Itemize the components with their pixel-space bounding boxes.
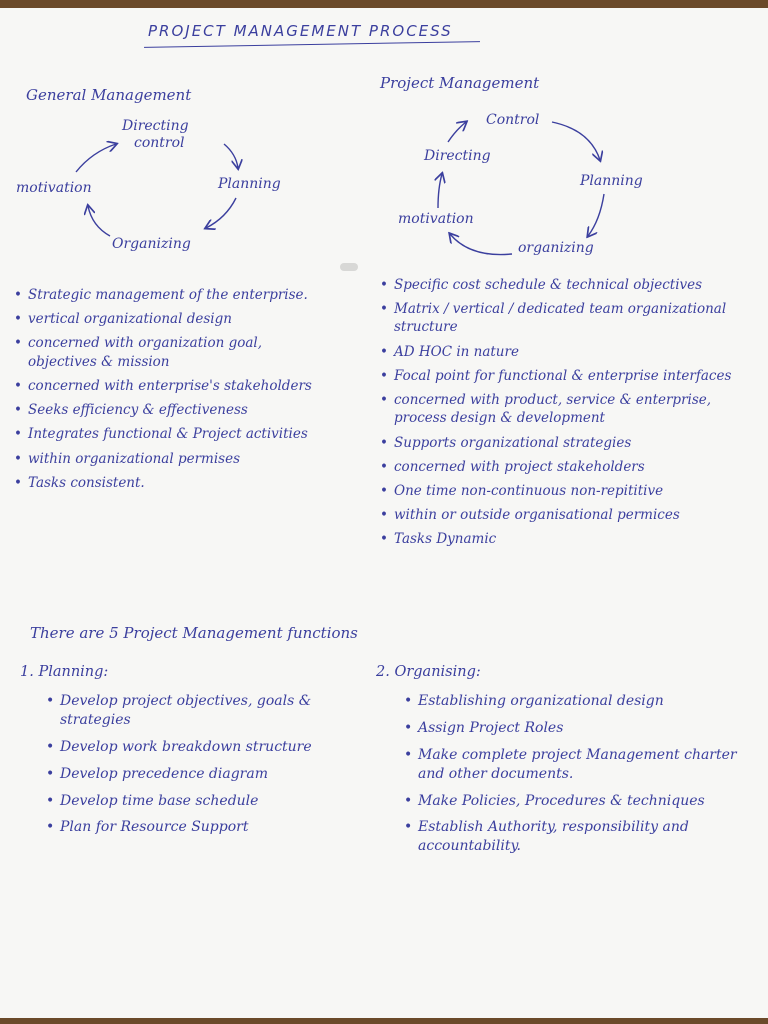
pm-cycle-planning: Planning: [580, 173, 643, 189]
list-item: • Seeks efficiency & effectiveness: [14, 401, 334, 419]
notebook-page: [0, 8, 768, 1018]
list-item: • Develop time base schedule: [46, 792, 346, 811]
project-management-list: [380, 276, 750, 555]
pm-arrow-directing-to-control: [448, 122, 466, 142]
general-management-list: [14, 286, 334, 498]
pm-cycle-directing: Directing: [424, 148, 491, 164]
pm-cycle-motivation: motivation: [398, 211, 474, 227]
pm-arrow-control-to-planning: [552, 122, 600, 160]
list-item: • Develop precedence diagram: [46, 765, 346, 784]
cycle-arrows: [0, 8, 768, 278]
functions-heading: There are 5 Project Management functions: [30, 624, 358, 642]
gm-cycle-control: control: [134, 135, 185, 151]
gm-arrow-organizing-to-motivation: [88, 206, 110, 236]
list-item: • Tasks consistent.: [14, 474, 334, 492]
list-item: • Tasks Dynamic: [380, 530, 750, 548]
project-management-heading: Project Management: [380, 74, 540, 92]
general-management-heading: General Management: [26, 86, 192, 104]
list-item: • Integrates functional & Project activities: [14, 425, 334, 443]
list-item: • concerned with organization goal, objectives & mission: [14, 334, 334, 370]
list-item: • Focal point for functional & enterprise interfaces: [380, 367, 750, 385]
list-item: • Supports organizational strategies: [380, 434, 750, 452]
list-item: • Plan for Resource Support: [46, 818, 346, 837]
planning-list: [46, 692, 346, 845]
list-item: • Make complete project Management charter and other documents.: [404, 746, 754, 784]
pm-cycle-organizing: organizing: [518, 240, 594, 256]
page-title: PROJECT MANAGEMENT PROCESS: [148, 22, 453, 40]
gm-arrow-planning-to-organizing: [206, 198, 236, 228]
list-item: • within organizational permises: [14, 450, 334, 468]
list-item: • Assign Project Roles: [404, 719, 754, 738]
gm-cycle-planning: Planning: [218, 176, 281, 192]
list-item: • vertical organizational design: [14, 310, 334, 328]
gm-cycle-organizing: Organizing: [112, 236, 191, 252]
list-item: • Matrix / vertical / dedicated team organizational structure: [380, 300, 750, 336]
list-item: • Develop work breakdown structure: [46, 738, 346, 757]
gm-cycle-directing: Directing: [122, 118, 189, 134]
list-item: • Strategic management of the enterprise.: [14, 286, 334, 304]
planning-title: 1. Planning:: [20, 664, 109, 680]
list-item: • Establishing organizational design: [404, 692, 754, 711]
list-item: • concerned with project stakeholders: [380, 458, 750, 476]
pm-cycle-control: Control: [486, 112, 540, 128]
list-item: • Make Policies, Procedures & techniques: [404, 792, 754, 811]
gm-arrow-motivation-to-directing: [76, 144, 116, 172]
list-item: • Establish Authority, responsibility and accountability.: [404, 818, 754, 856]
list-item: • concerned with product, service & enterprise, process design & development: [380, 391, 750, 427]
pm-arrow-motivation-to-directing: [438, 174, 442, 208]
list-item: • Specific cost schedule & technical objectives: [380, 276, 750, 294]
pm-arrow-planning-to-organizing: [588, 194, 604, 236]
list-item: • One time non-continuous non-repititive: [380, 482, 750, 500]
organising-title: 2. Organising:: [376, 664, 481, 680]
gm-cycle-motivation: motivation: [16, 180, 92, 196]
list-item: • within or outside organisational permices: [380, 506, 750, 524]
list-item: • concerned with enterprise's stakeholders: [14, 377, 334, 395]
paper-smudge: [340, 263, 358, 271]
pm-arrow-organizing-to-motivation: [450, 234, 512, 255]
list-item: • Develop project objectives, goals & strategies: [46, 692, 346, 730]
gm-arrow-control-to-planning: [224, 144, 238, 168]
list-item: • AD HOC in nature: [380, 343, 750, 361]
organising-list: [404, 692, 754, 864]
